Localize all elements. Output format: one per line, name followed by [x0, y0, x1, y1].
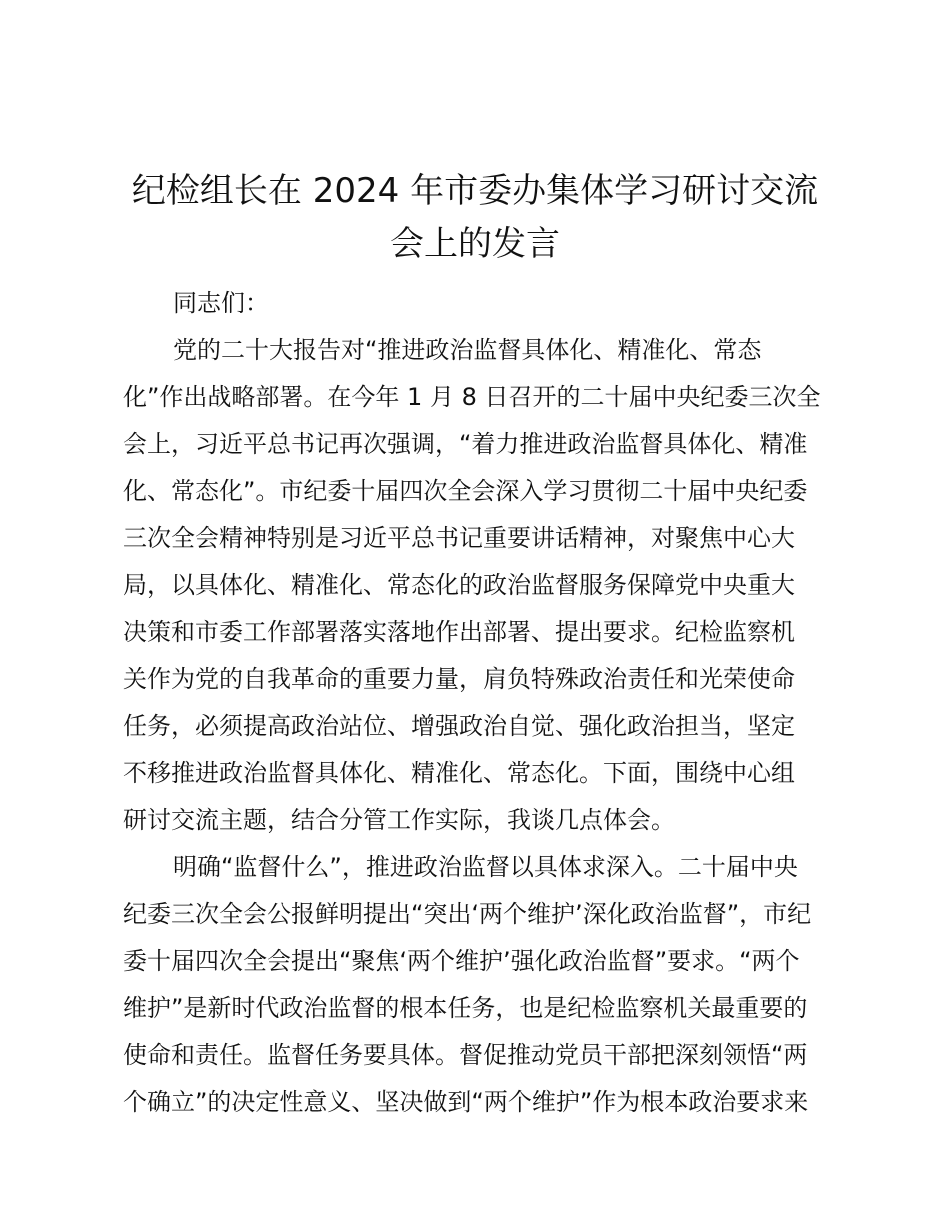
paragraph-line: 关作为党的自我革命的重要力量，肩负特殊政治责任和光荣使命 — [123, 665, 795, 693]
paragraph-line: 三次全会精神特别是习近平总书记重要讲话精神，对聚焦中心大 — [123, 524, 795, 552]
paragraph-line: 局，以具体化、精准化、常态化的政治监督服务保障党中央重大 — [123, 571, 795, 599]
paragraph-1 — [123, 327, 843, 844]
paragraph-line: 任务，必须提高政治站位、增强政治自觉、强化政治担当，坚定 — [123, 712, 795, 740]
paragraph-line: 委十届四次全会提出“聚焦‘两个维护’强化政治监督”要求。“两个 — [123, 947, 800, 975]
paragraph-2 — [123, 844, 843, 1126]
salutation: 同志们： — [173, 289, 269, 317]
paragraph-line: 研讨交流主题，结合分管工作实际，我谈几点体会。 — [123, 806, 675, 834]
paragraph-line: 不移推进政治监督具体化、精准化、常态化。下面，围绕中心组 — [123, 759, 795, 787]
paragraph-line: 明确“监督什么”，推进政治监督以具体求深入。二十届中央 — [173, 853, 798, 881]
paragraph-line: 维护”是新时代政治监督的根本任务，也是纪检监察机关最重要的 — [123, 994, 808, 1022]
paragraph-line: 决策和市委工作部署落实落地作出部署、提出要求。纪检监察机 — [123, 618, 795, 646]
document-title — [110, 165, 840, 271]
paragraph-line: 使命和责任。监督任务要具体。督促推动党员干部把深刻领悟“两 — [123, 1041, 808, 1069]
document-body — [123, 280, 843, 1126]
paragraph-line: 个确立”的决定性意义、坚决做到“两个维护”作为根本政治要求来 — [123, 1088, 809, 1116]
paragraph-line: 化”作出战略部署。在今年 1 月 8 日召开的二十届中央纪委三次全 — [123, 383, 821, 411]
paragraph-line: 党的二十大报告对“推进政治监督具体化、精准化、常态 — [173, 336, 762, 364]
paragraph-line: 化、常态化”。市纪委十届四次全会深入学习贯彻二十届中央纪委 — [123, 477, 808, 505]
title-line-1: 纪检组长在 2024 年市委办集体学习研讨交流 — [131, 171, 819, 211]
title-line-2: 会上的发言 — [390, 224, 560, 264]
paragraph-line: 会上，习近平总书记再次强调，“着力推进政治监督具体化、精准 — [123, 430, 808, 458]
paragraph-line: 纪委三次全会公报鲜明提出“突出‘两个维护’深化政治监督”，市纪 — [123, 900, 812, 928]
